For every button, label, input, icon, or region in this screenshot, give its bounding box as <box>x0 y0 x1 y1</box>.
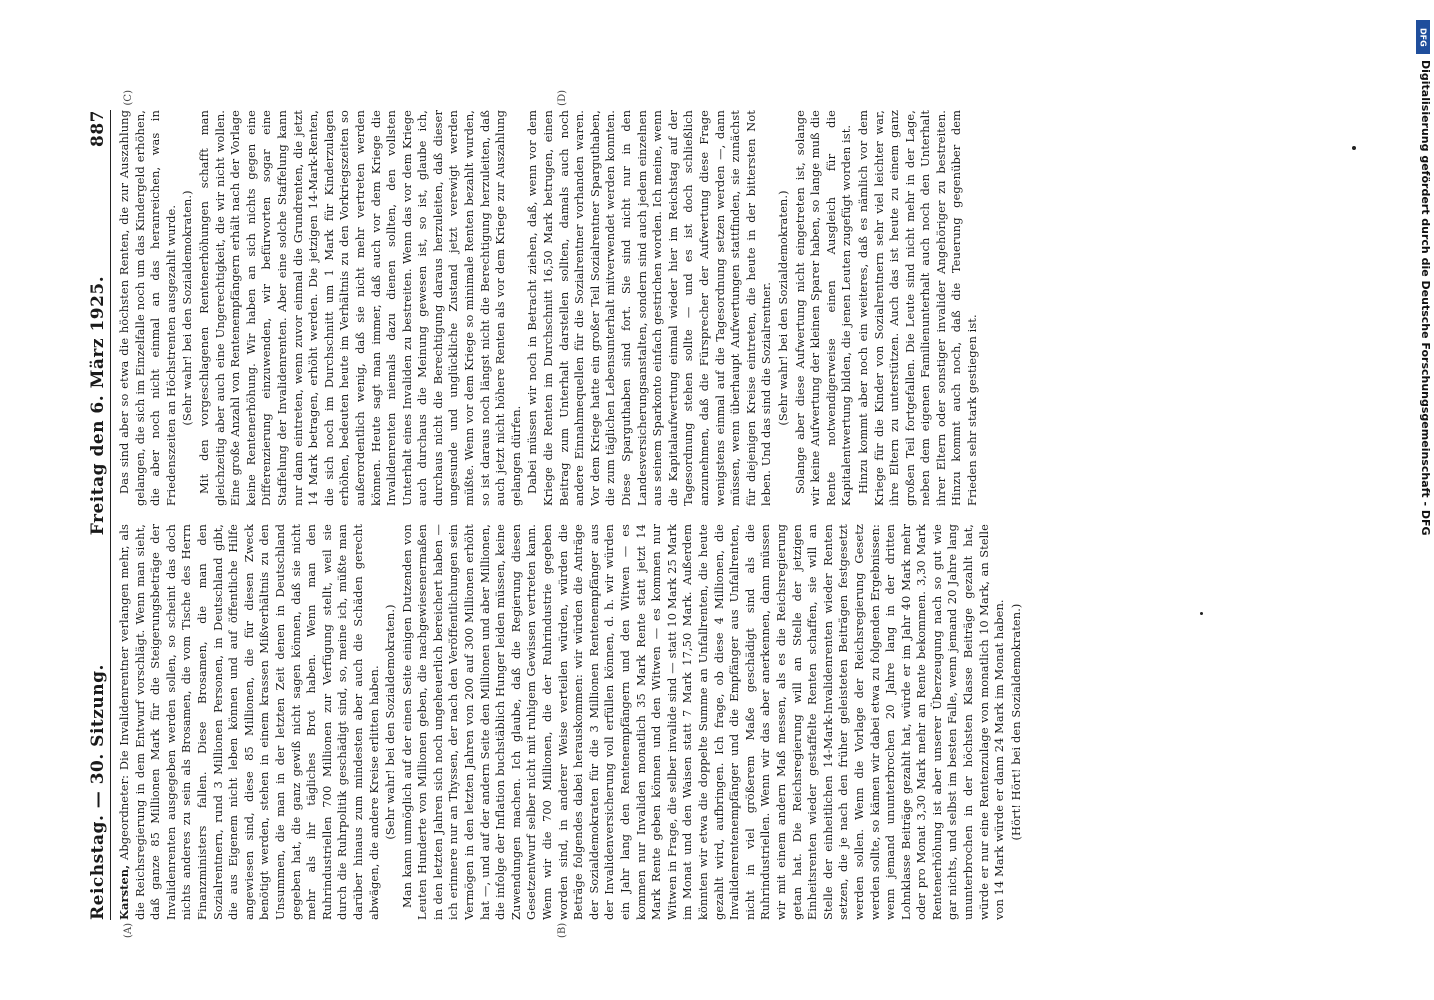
right-paragraph-4: Solange aber diese Aufwertung nicht eingetreten ist, solange wir keine Aufwertung der kleinen Sparer haben, so lange muß die Rente notwendigerweise einen Ausgleich für die Kapitalentwertung bilden, die jenen Leuten zugefügt worden ist. <box>792 110 854 506</box>
right-paragraph-1: Das sind aber so etwa die höchsten Renten, die zur Auszahlung gelangen, die sich im Einzelfalle noch um das Kindergeld erhöhen, die aber noch nicht einmal an das heranreichen, was in Friedenszeiten an Höchstrenten ausgezahlt wurde. <box>117 110 178 506</box>
margin-mark-a: (A) <box>123 922 134 938</box>
right-paragraph-5: Hinzu kommt aber noch ein weiteres, daß es nämlich vor dem Kriege für die Kinder von Sozialrentnern sehr viel leichter war, ihre Eltern zu unterstützen. Auch das ist heute zu einem ganz großen Teil fortgefallen. Die Leute sind nicht mehr in der Lage, neben dem eigenen Familienunterhalt auch noch den Unterhalt ihrer Eltern oder sonstiger invalider Angehöriger zu bestreiten. Hinzu kommt auch noch, daß die Teuerung gegenüber dem Frieden sehr stark gestiegen ist. <box>855 110 980 506</box>
dfg-logo: DFG <box>1416 20 1430 54</box>
interjection: (Sehr wahr! bei den Sozialdemokraten.) <box>383 604 398 840</box>
interjection: (Sehr wahr! bei den Sozialdemokraten.) <box>775 190 790 426</box>
interjection: (Sehr wahr! bei den Sozialdemokraten.) <box>180 190 195 426</box>
speaker-role: Abgeordneter: <box>117 774 131 860</box>
dfg-notice <box>1416 10 1432 610</box>
dfg-notice-text: Digitalisierung gefördert durch die Deutsche Forschungsgemeinschaft - DFG <box>1419 60 1432 536</box>
right-paragraph-3: Dabei müssen wir noch in Betracht ziehen, daß, wenn vor dem Kriege die Renten im Durchschnitt 16,50 Mark betrugen, einen Beitrag zum Unterhalt darstellen sollten, damals auch noch andere Einnahmequellen für die Sozialrentner vorhanden waren. Vor dem Kriege hatte ein großer Teil Sozialrentner Sparguthaben, die zum täglichen Lebensunterhalt mitverwendet werden konnten. Diese Sparguthaben sind fort. Sie sind nicht nur in den Landesversicherungsanstalten, sondern sind auch jedem einzelnen aus seinem Sparkonto einfach gestrichen worden. Ich meine, wenn die Kapitalaufwertung einmal wieder hier im Reichstag auf der Tagesordnung stehen sollte — und es ist doch schließlich anzunehmen, daß die Fürsprecher der Aufwertung diese Frage wenigstens einmal auf die Tagesordnung setzen werden —, dann müssen, wenn überhaupt Aufwertungen stattfinden, sie zunächst für diejenigen Kreise eintreten, die heute in der bittersten Not leben. Und das sind die Sozialrentner. <box>525 110 774 506</box>
speaker-paragraph <box>117 524 382 920</box>
right-column <box>117 90 1025 506</box>
scan-speck <box>1200 612 1203 615</box>
header-date: Freitag den 6. März 1925. <box>88 275 108 536</box>
margin-mark-b: (B) <box>557 922 568 938</box>
left-paragraph-2: Man kann unmöglich auf der einen Seite einigen Dutzenden von Leuten Hunderte von Millionen geben, die nachgewiesenermaßen in den letzten Jahren sich noch ungeheuerlich bereichert haben — ich erinnere nur an Thyssen, der nach den Veröffentlichungen sein Vermögen in den letzten Jahren von 200 auf 300 Millionen erhöht hat —, und auf der andern Seite den Millionen und aber Millionen, die infolge der Inflation buchstäblich Hunger leiden müssen, keine Zuwendungen machen. Ich glaube, daß die Regierung diesen Gesetzentwurf selber nicht mit ruhigem Gewissen vertreten kann. Wenn wir die 700 Millionen, die der Ruhrindustrie gegeben worden sind, in anderer Weise verteilen würden, würden die Beträge folgendes dabei herauskommen: wir würden die Anträge der Sozialdemokraten für die 3 Millionen Rentenempfänger aus der Invalidenversicherung voll erfüllen können, d. h. wir würden ein Jahr lang den Rentenempfängern und den Witwen — es kommen nur Invaliden monatlich 35 Mark Rente statt jetzt 14 Mark Rente geben können und den Witwen — es kommen nur Witwen in Frage, die selber invalide sind — statt 10 Mark 25 Mark im Monat und den Waisen statt 7 Mark 17,50 Mark. Außerdem könnten wir etwa die doppelte Summe an Unfallrenten, die heute gezahlt wird, aufbringen. Ich frage, ob diese 4 Millionen, die Invalidenrentenempfänger und die Empfänger aus Unfallrenten, nicht in viel größerem Maße geschädigt sind als die Ruhrindustriellen. Wenn wir das aber anerkennen, dann müssen wir mit einem andern Maß messen, als es die Reichsregierung getan hat. Die Reichsregierung will an Stelle der jetzigen Einheitsrenten wieder gestaffelte Renten schaffen, sie will an Stelle der einheitlichen 14-Mark-Invalidenrenten wieder Renten setzen, die je nach den früher geleisteten Beiträgen festgesetzt werden sollen. Wenn die Vorlage der Reichsregierung Gesetz werden sollte, so kämen wir dabei etwa zu folgenden Ergebnissen: wenn jemand ununterbrochen 20 Jahre lang in der dritten Lohnklasse Beiträge gezahlt hat, würde er im Jahr 40 Mark mehr oder pro Monat 3,30 Mark mehr an Rente bekommen. 3,30 Mark Rentenerhöhung ist aber unserer Überzeugung nach so gut wie gar nichts, und selbst im besten Falle, wenn jemand 20 Jahre lang ununterbrochen in der höchsten Klasse Beiträge gezahlt hat, würde er nur eine Rentenzulage von monatlich 10 Mark, an Stelle von 14 Mark würde er dann 24 Mark im Monat haben. <box>399 524 1007 920</box>
margin-mark-d: (D) <box>557 90 568 106</box>
scan-speck <box>1352 146 1356 150</box>
speaker-name: Karsten, <box>117 864 131 920</box>
interjection: (Hört! Hört! bei den Sozialdemokraten.) <box>1008 603 1023 841</box>
text-columns <box>117 90 1025 938</box>
margin-mark-c: (C) <box>123 90 134 106</box>
rotated-document-page <box>80 90 1310 940</box>
left-paragraph-1: Die Invalidenrentner verlangen mehr, als die Reichsregierung in dem Entwurf vorschlägt. Wenn man sieht, daß ganze 85 Millionen Mark für die Steigerungsbeträge der Invalidenrenten ausgegeben werden sollen, so scheint das doch nichts anderes zu sein als Brosamen, die vom Tische des Herrn Finanzministers fallen. Diese Brosamen, die man den Sozialrentnern, rund 3 Millionen Personen, in Deutschland gibt, die aus Eigenem nicht leben können und auf öffentliche Hilfe angewiesen sind, diese 85 Millionen, die für diesen Zweck benötigt werden, stehen in einem krassen Mißverhältnis zu den Unsummen, die man in der letzten Zeit denen in Deutschland gegeben hat, die ganz gewiß nicht sagen können, daß sie nicht mehr als ihr tägliches Brot haben. Wenn man den Ruhrindustriellen 700 Millionen zur Verfügung stellt, weil sie durch die Ruhrpolitik geschädigt sind, so, meine ich, müßte man darüber hinaus zum mindesten aber auch die Schäden gerecht abwägen, die andere Kreise erlitten haben. <box>117 524 381 920</box>
page-number: 887 <box>88 110 108 148</box>
page-header <box>88 110 111 920</box>
left-column <box>117 524 1025 938</box>
right-paragraph-2: Mit den vorgeschlagenen Rentenerhöhungen schafft man gleichzeitig aber auch eine Ungerechtigkeit, die wir nicht wollen. Eine große Anzahl von Rentenempfängern erhält nach der Vorlage keine Rentenerhöhung. Wir haben an sich nichts gegen eine Differenzierung einzuwenden, wir befürworten sogar eine Staffelung der Invalidenrenten. Aber eine solche Staffelung kann nur dann eintreten, wenn zuvor einmal die Grundrenten, die jetzt 14 Mark betragen, erhöht werden. Die jetzigen 14-Mark-Renten, die sich noch im Durchschnitt um 1 Mark für Kinderzulagen erhöhen, bedeuten heute im Verhältnis zu den Vorkriegszeiten so außerordentlich wenig, daß sie nicht mehr vertreten werden können. Heute sagt man immer, daß auch vor dem Kriege die Invalidenrenten niemals dazu dienen sollten, den vollsten Unterhalt eines Invaliden zu bestreiten. Wenn das vor dem Kriege auch durchaus die Meinung gewesen ist, so ist, glaube ich, durchaus nicht die Berechtigung daraus herzuleiten, daß dieser ungesunde und unglückliche Zustand jetzt verewigt werden müßte. Wenn vor dem Kriege so minimale Renten bezahlt wurden, so ist daraus noch längst nicht die Berechtigung herzuleiten, daß auch jetzt nicht höhere Renten als vor dem Kriege zur Auszahlung gelangen dürfen. <box>196 110 523 506</box>
header-left: Reichstag. — 30. Sitzung. <box>88 664 108 920</box>
